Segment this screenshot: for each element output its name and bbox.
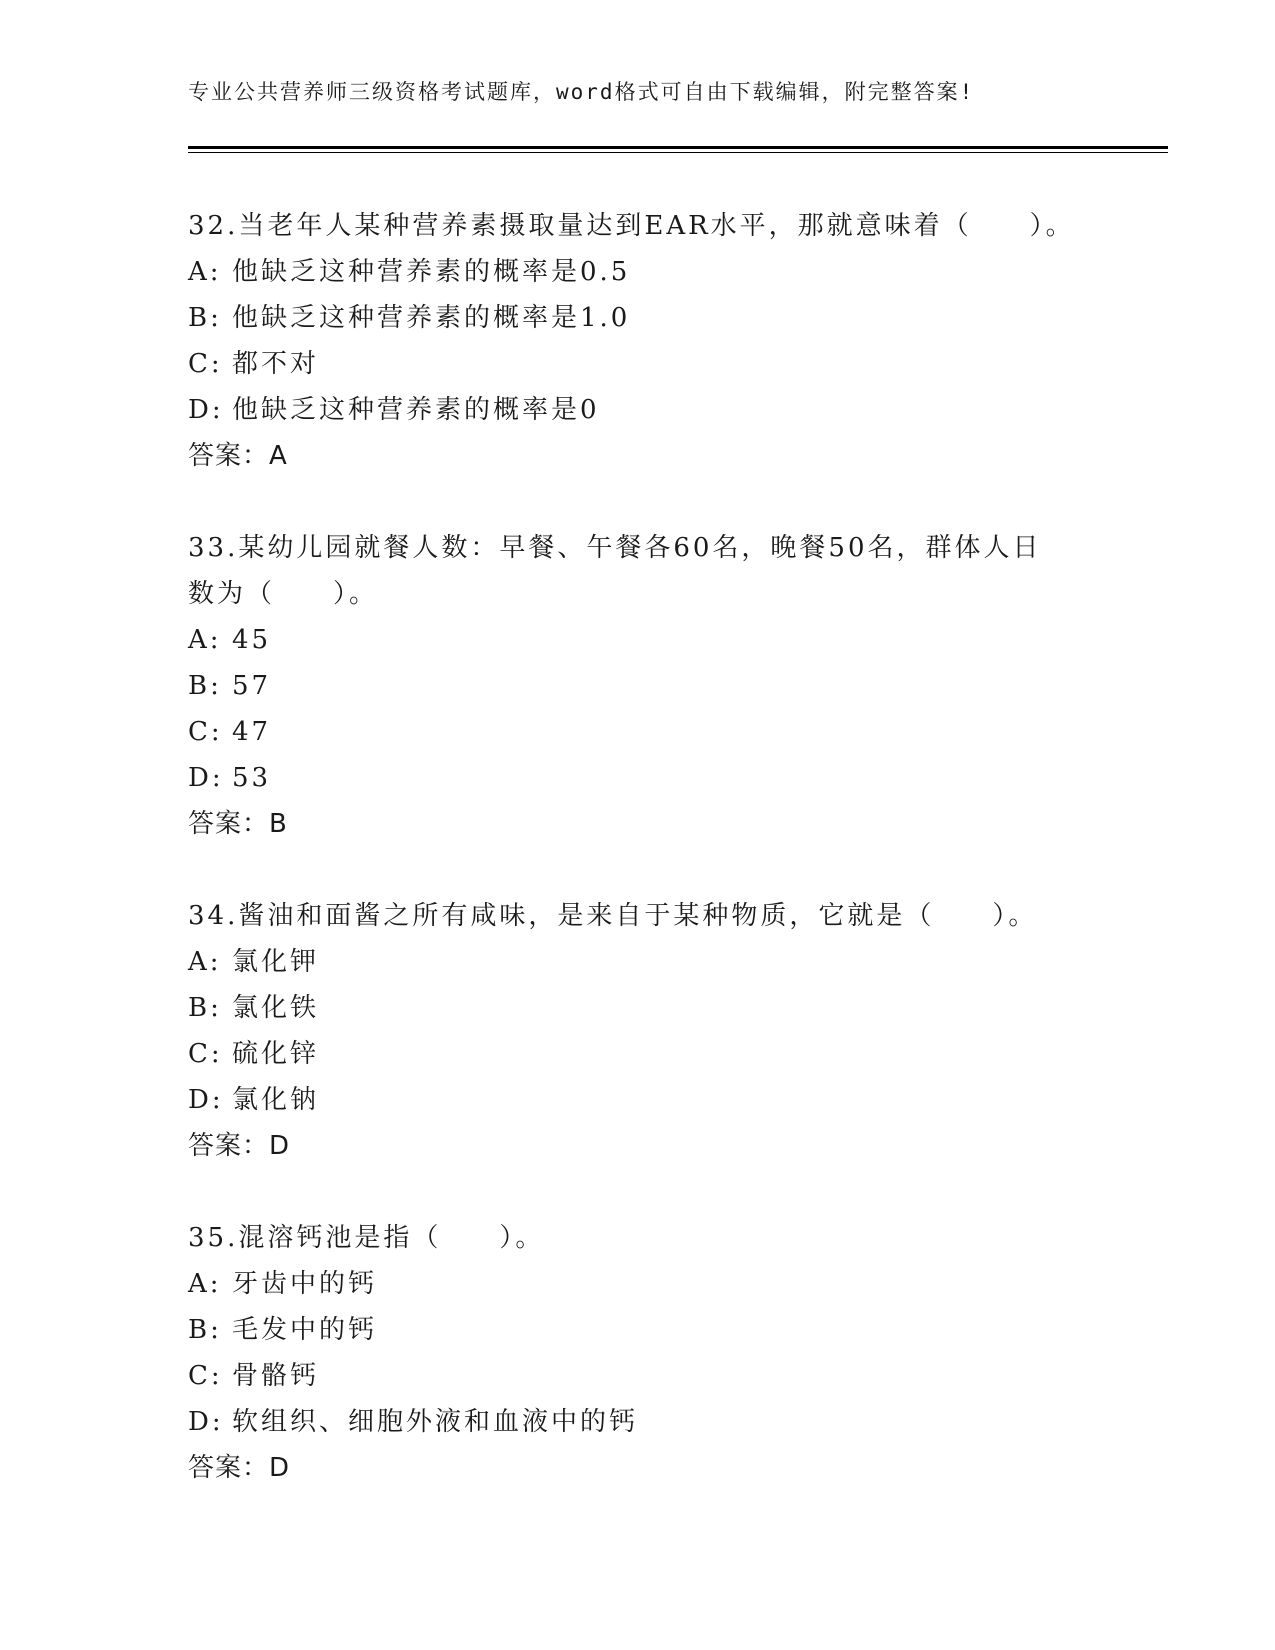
option-b (188, 1307, 1148, 1353)
option-c (188, 341, 1148, 387)
option-text: 53 (232, 763, 272, 793)
option-a (188, 249, 1148, 295)
option-label: B: (188, 303, 222, 333)
option-text: 他缺乏这种营养素的概率是0 (232, 395, 600, 425)
option-text: 47 (232, 717, 272, 747)
question-34 (188, 893, 1148, 1169)
option-d (188, 387, 1148, 433)
option-text: 氯化钠 (232, 1085, 320, 1115)
option-label: A: (188, 625, 222, 655)
option-a (188, 1261, 1148, 1307)
option-text: 45 (232, 625, 272, 655)
option-c (188, 709, 1148, 755)
option-label: B: (188, 671, 222, 701)
option-d (188, 755, 1148, 801)
option-text: 他缺乏这种营养素的概率是1.0 (232, 303, 631, 333)
option-a (188, 617, 1148, 663)
option-text: 软组织、细胞外液和血液中的钙 (232, 1407, 639, 1437)
option-label: C: (188, 349, 223, 379)
option-b (188, 663, 1148, 709)
question-35 (188, 1215, 1148, 1491)
option-d (188, 1077, 1148, 1123)
question-stem: 35.混溶钙池是指（ ）。 (188, 1223, 545, 1253)
option-label: D: (188, 763, 224, 793)
header-rule-thin (188, 152, 1168, 153)
option-text: 毛发中的钙 (232, 1315, 378, 1345)
answer-line: 答案：D (188, 1453, 291, 1483)
option-d (188, 1399, 1148, 1445)
option-text: 他缺乏这种营养素的概率是0.5 (232, 257, 631, 287)
header-rule-thick (188, 146, 1168, 149)
option-label: B: (188, 1315, 222, 1345)
answer-line: 答案：D (188, 1131, 291, 1161)
question-32 (188, 203, 1148, 479)
option-label: C: (188, 717, 223, 747)
option-text: 氯化钾 (232, 947, 320, 977)
option-c (188, 1031, 1148, 1077)
question-stem: 33.某幼儿园就餐人数：早餐、午餐各60名，晚餐50名，群体人日数为（ ）。 (188, 533, 1042, 609)
option-label: A: (188, 1269, 222, 1299)
option-label: C: (188, 1361, 223, 1391)
option-label: A: (188, 947, 222, 977)
option-text: 57 (232, 671, 272, 701)
option-label: C: (188, 1039, 223, 1069)
page-header: 专业公共营养师三级资格考试题库，word格式可自由下载编辑，附完整答案! (188, 80, 975, 104)
option-c (188, 1353, 1148, 1399)
option-b (188, 985, 1148, 1031)
option-label: D: (188, 395, 224, 425)
option-text: 氯化铁 (232, 993, 320, 1023)
question-stem: 32.当老年人某种营养素摄取量达到EAR水平，那就意味着（ ）。 (188, 211, 1075, 241)
option-text: 硫化锌 (232, 1039, 320, 1069)
option-a (188, 939, 1148, 985)
option-label: A: (188, 257, 222, 287)
question-33 (188, 525, 1148, 847)
question-list (188, 203, 1148, 1537)
option-text: 骨骼钙 (232, 1361, 320, 1391)
option-label: D: (188, 1085, 224, 1115)
answer-line: 答案：B (188, 809, 288, 839)
option-label: B: (188, 993, 222, 1023)
option-text: 都不对 (232, 349, 320, 379)
option-text: 牙齿中的钙 (232, 1269, 378, 1299)
option-b (188, 295, 1148, 341)
answer-line: 答案：A (188, 441, 288, 471)
option-label: D: (188, 1407, 224, 1437)
question-stem: 34.酱油和面酱之所有咸味，是来自于某种物质，它就是（ ）。 (188, 901, 1038, 931)
